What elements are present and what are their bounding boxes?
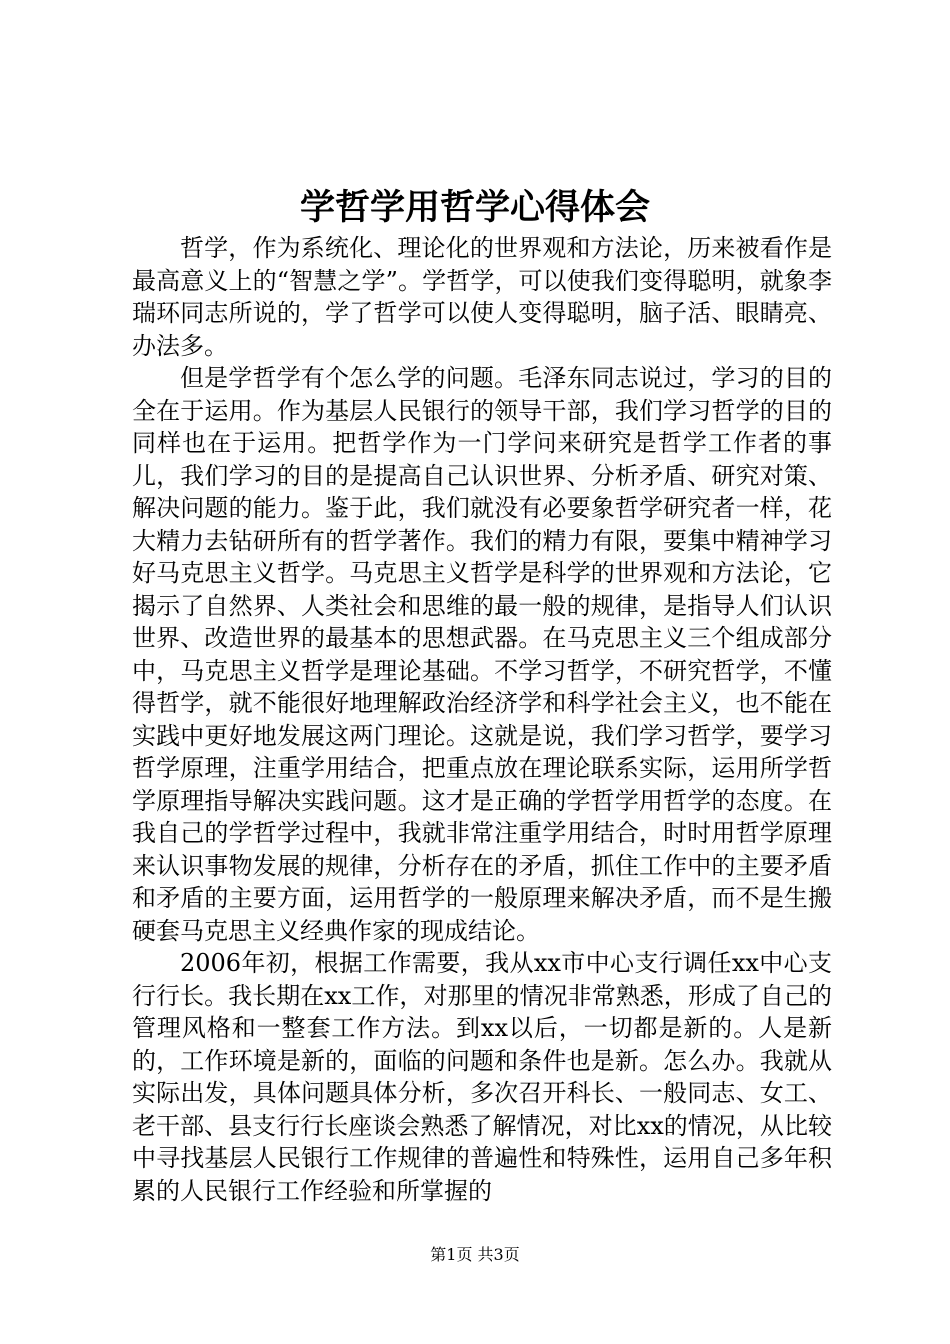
paragraph-2: 但是学哲学有个怎么学的问题。毛泽东同志说过，学习的目的全在于运用。作为基层人民银行的领导干部，我们学习哲学的目的同样也在于运用。把哲学作为一门学问来研究是哲学工作者的事儿，我们学习的目的是提高自己认识世界、分析矛盾、研究对策、解决问题的能力。鉴于此，我们就没有必要象哲学研究者一样，花大精力去钻研所有的哲学著作。我们的精力有限，要集中精神学习好马克思主义哲学。马克思主义哲学是科学的世界观和方法论，它揭示了自然界、人类社会和思维的最一般的规律，是指导人们认识世界、改造世界的最基本的思想武器。在马克思主义三个组成部分中，马克思主义哲学是理论基础。不学习哲学，不研究哲学，不懂得哲学，就不能很好地理解政治经济学和科学社会主义，也不能在实践中更好地发展这两门理论。这就是说，我们学习哲学，要学习哲学原理，注重学用结合，把重点放在理论联系实际，运用所学哲学原理指导解决实践问题。这才是正确的学哲学用哲学的态度。在我自己的学哲学过程中，我就非常注重学用结合，时时用哲学原理来认识事物发展的规律，分析存在的矛盾，抓住工作中的主要矛盾和矛盾的主要方面，运用哲学的一般原理来解决矛盾，而不是生搬硬套马克思主义经典作家的现成结论。 (132, 364, 832, 945)
document-title: 学哲学用哲学心得体会 (299, 187, 650, 228)
page-number-footer: 第1页 共3页 (430, 1245, 520, 1264)
paragraph-3: 2006年初，根据工作需要，我从xx市中心支行调任xx中心支行行长。我长期在xx工作，对那里的情况非常熟悉，形成了自己的管理风格和一整套工作方法。到xx以后，一切都是新的。人是新的，工作环境是新的，面临的问题和条件也是新。怎么办。我就从实际出发，具体问题具体分析，多次召开科长、一般同志、女工、老干部、县支行行长座谈会熟悉了解情况，对比xx的情况，从比较中寻找基层人民银行工作规律的普遍性和特殊性，运用自己多年积累的人民银行工作经验和所掌握的 (132, 949, 832, 1205)
paragraph-1: 哲学，作为系统化、理论化的世界观和方法论，历来被看作是最高意义上的“智慧之学”。学哲学，可以使我们变得聪明，就象李瑞环同志所说的，学了哲学可以使人变得聪明，脑子活、眼睛亮、办法多。 (132, 234, 832, 360)
document-body (132, 232, 832, 1207)
